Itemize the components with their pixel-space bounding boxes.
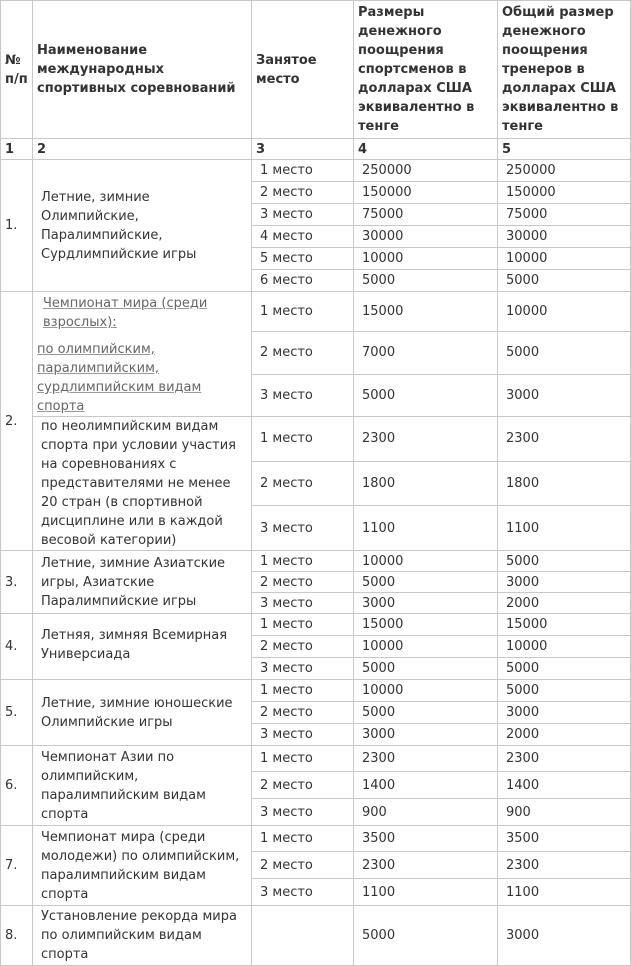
row-number: 8.	[1, 906, 33, 966]
coach-award-cell: 900	[498, 799, 631, 826]
athlete-award-cell: 30000	[354, 226, 498, 248]
competition-name: Летняя, зимняя Всемирная Универсиада	[33, 614, 252, 680]
athlete-award-cell: 2300	[354, 746, 498, 772]
place-cell: 2 место	[252, 332, 354, 375]
row-number: 3.	[1, 551, 33, 614]
place-cell: 2 место	[252, 702, 354, 724]
athlete-award-cell: 3500	[354, 826, 498, 852]
table-row	[1, 292, 631, 332]
header-coach-award: Общий размер денежного поощрения тренеров в долларах США эквивалентно в тенге	[498, 1, 631, 139]
place-cell: 2 место	[252, 852, 354, 879]
competition-name	[33, 292, 252, 417]
place-cell: 1 место	[252, 551, 354, 572]
athlete-award-cell: 1100	[354, 506, 498, 551]
athlete-award-cell: 5000	[354, 658, 498, 680]
coach-award-cell: 5000	[498, 658, 631, 680]
athlete-award-cell: 10000	[354, 680, 498, 702]
place-cell: 2 место	[252, 182, 354, 204]
place-cell: 3 место	[252, 658, 354, 680]
table-row	[1, 160, 631, 182]
athlete-award-cell: 3000	[354, 593, 498, 614]
place-cell: 1 место	[252, 417, 354, 462]
header-place: Занятое место	[252, 1, 354, 139]
athlete-award-cell: 5000	[354, 270, 498, 292]
competition-name: Летние, зимние юношеские Олимпийские игры	[33, 680, 252, 746]
header-athlete-award: Размеры денежного поощрения спортсменов в долларах США эквивалентно в тенге	[354, 1, 498, 139]
col-number-2: 2	[33, 139, 252, 160]
coach-award-cell: 75000	[498, 204, 631, 226]
athlete-award-cell: 15000	[354, 292, 498, 332]
coach-award-cell: 30000	[498, 226, 631, 248]
athlete-award-cell: 5000	[354, 374, 498, 417]
row-number: 7.	[1, 826, 33, 906]
place-cell: 2 место	[252, 636, 354, 658]
athlete-award-cell: 900	[354, 799, 498, 826]
place-cell: 2 место	[252, 461, 354, 506]
table-row	[1, 614, 631, 636]
coach-award-cell: 1800	[498, 461, 631, 506]
athlete-award-cell: 15000	[354, 614, 498, 636]
coach-award-cell: 2000	[498, 593, 631, 614]
place-cell: 1 место	[252, 746, 354, 772]
athlete-award-cell: 10000	[354, 636, 498, 658]
place-cell: 3 место	[252, 593, 354, 614]
row-number: 2.	[1, 292, 33, 551]
col-number-3: 3	[252, 139, 354, 160]
row-number: 1.	[1, 160, 33, 292]
table-row	[1, 551, 631, 572]
athlete-award-cell: 2300	[354, 417, 498, 462]
competition-name: Чемпионат Азии по олимпийским, паралимпийским видам спорта	[33, 746, 252, 826]
coach-award-cell: 2300	[498, 417, 631, 462]
place-cell: 3 место	[252, 506, 354, 551]
athlete-award-cell: 5000	[354, 906, 498, 966]
place-cell: 3 место	[252, 724, 354, 746]
coach-award-cell: 3000	[498, 906, 631, 966]
competition-name: по неолимпийским видам спорта при условии участия на соревнованиях с представителями не менее 20 стран (в спортивной дисциплине или в каждой весовой категории)	[33, 417, 252, 551]
col-number-1: 1	[1, 139, 33, 160]
place-cell: 6 место	[252, 270, 354, 292]
header-num: № п/п	[1, 1, 33, 139]
place-cell: 2 место	[252, 572, 354, 593]
place-cell: 1 место	[252, 160, 354, 182]
coach-award-cell: 250000	[498, 160, 631, 182]
coach-award-cell: 2000	[498, 724, 631, 746]
coach-award-cell: 5000	[498, 680, 631, 702]
place-cell: 1 место	[252, 680, 354, 702]
coach-award-cell: 150000	[498, 182, 631, 204]
competition-name: Чемпионат мира (среди молодежи) по олимпийским, паралимпийским видам спорта	[33, 826, 252, 906]
athlete-award-cell: 75000	[354, 204, 498, 226]
coach-award-cell: 3000	[498, 374, 631, 417]
coach-award-cell: 2300	[498, 852, 631, 879]
place-cell: 3 место	[252, 374, 354, 417]
coach-award-cell: 1100	[498, 879, 631, 906]
row-number: 4.	[1, 614, 33, 680]
place-cell: 2 место	[252, 772, 354, 799]
table-row	[1, 906, 631, 966]
place-cell: 1 место	[252, 826, 354, 852]
row-number: 5.	[1, 680, 33, 746]
column-number-row	[1, 139, 631, 160]
place-cell: 3 место	[252, 799, 354, 826]
coach-award-cell: 1400	[498, 772, 631, 799]
world-championship-link[interactable]: Чемпионат мира (среди взрослых):	[43, 296, 208, 330]
table-row	[1, 826, 631, 852]
place-cell: 1 место	[252, 614, 354, 636]
athlete-award-cell: 10000	[354, 248, 498, 270]
athlete-award-cell: 250000	[354, 160, 498, 182]
place-cell	[252, 906, 354, 966]
place-cell: 4 место	[252, 226, 354, 248]
athlete-award-cell: 5000	[354, 702, 498, 724]
athlete-award-cell: 150000	[354, 182, 498, 204]
athlete-award-cell: 1100	[354, 879, 498, 906]
row-number: 6.	[1, 746, 33, 826]
athlete-award-cell: 3000	[354, 724, 498, 746]
athlete-award-cell: 7000	[354, 332, 498, 375]
coach-award-cell: 10000	[498, 248, 631, 270]
place-cell: 3 место	[252, 204, 354, 226]
col-number-4: 4	[354, 139, 498, 160]
coach-award-cell: 3000	[498, 572, 631, 593]
coach-award-cell: 10000	[498, 636, 631, 658]
table-row	[1, 746, 631, 772]
athlete-award-cell: 2300	[354, 852, 498, 879]
place-cell: 5 место	[252, 248, 354, 270]
table-row	[1, 417, 631, 462]
coach-award-cell: 5000	[498, 332, 631, 375]
header-competition: Наименование международных спортивных соревнований	[33, 1, 252, 139]
competition-name: Летние, зимние Азиатские игры, Азиатские Паралимпийские игры	[33, 551, 252, 614]
competition-name: Летние, зимние Олимпийские, Паралимпийские, Сурдлимпийские игры	[33, 160, 252, 292]
coach-award-cell: 5000	[498, 551, 631, 572]
olympic-sports-link[interactable]: по олимпийским, паралимпийским, сурдлимпийским видам спорта	[37, 342, 202, 414]
athlete-award-cell: 10000	[354, 551, 498, 572]
athlete-award-cell: 1800	[354, 461, 498, 506]
coach-award-cell: 2300	[498, 746, 631, 772]
coach-award-cell: 15000	[498, 614, 631, 636]
coach-award-cell: 3500	[498, 826, 631, 852]
coach-award-cell: 3000	[498, 702, 631, 724]
coach-award-cell: 10000	[498, 292, 631, 332]
competition-name: Установление рекорда мира по олимпийским видам спорта	[33, 906, 252, 966]
header-row	[1, 1, 631, 139]
coach-award-cell: 1100	[498, 506, 631, 551]
athlete-award-cell: 1400	[354, 772, 498, 799]
athlete-award-cell: 5000	[354, 572, 498, 593]
coach-award-cell: 5000	[498, 270, 631, 292]
place-cell: 1 место	[252, 292, 354, 332]
place-cell: 3 место	[252, 879, 354, 906]
col-number-5: 5	[498, 139, 631, 160]
table-row	[1, 680, 631, 702]
